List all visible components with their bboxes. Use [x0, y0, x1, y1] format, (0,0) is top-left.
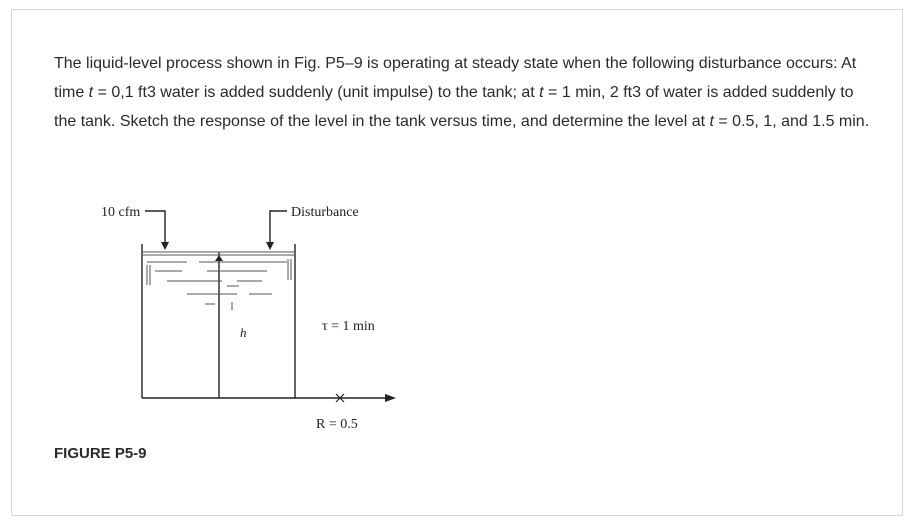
problem-text-part1: The liquid-level process shown in Fig. P5–9 is operating at steady state when the following disturbance occurs: At time — [54, 55, 857, 101]
problem-text-part2: = 0,1 ft3 water is added suddenly (unit impulse) to the tank; at — [93, 84, 540, 101]
disturbance-pipe — [270, 211, 287, 243]
problem-card — [11, 9, 903, 516]
disturbance-label: Disturbance — [291, 205, 359, 220]
problem-text-part4: = 0.5, 1, and 1.5 min. — [713, 113, 870, 130]
time-variable: t — [709, 113, 714, 130]
tank-diagram — [87, 190, 407, 430]
disturbance-arrow-icon — [266, 242, 274, 250]
problem-text-part3: = 1 min, 2 ft3 of water is added suddenly to the tank. Sketch the response of the level in the tank versus time, and determine the level at — [54, 84, 854, 130]
time-constant-label: τ = 1 min — [322, 319, 375, 334]
resistance-label: R = 0.5 — [316, 417, 358, 430]
time-variable: t — [88, 84, 94, 101]
problem-statement — [54, 49, 874, 136]
inflow-label: 10 cfm — [101, 205, 141, 220]
outlet-arrow-icon — [385, 394, 396, 402]
inflow-arrow-icon — [161, 242, 169, 250]
level-label: h — [240, 325, 247, 340]
tank-figure — [87, 190, 407, 430]
time-variable: t — [539, 84, 544, 101]
figure-caption: FIGURE P5-9 — [54, 445, 147, 462]
level-marker-icon — [215, 255, 223, 261]
inflow-pipe — [145, 211, 165, 243]
